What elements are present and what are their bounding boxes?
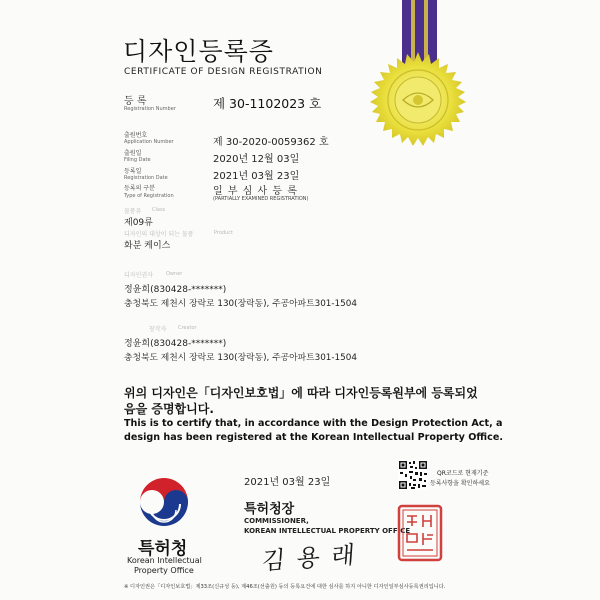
commissioner-title: 특허청장 [244, 502, 295, 517]
registration-type-sublabel: Type of Registration [124, 193, 174, 199]
registration-date-sublabel: Registration Date [124, 175, 168, 181]
application-label: 출원번호 [124, 132, 148, 139]
certificate-title: 디자인등록증 [123, 37, 274, 66]
registration-type-label: 등록의 구분 [124, 185, 155, 192]
qr-note-line2: 등록사항을 확인하세요 [430, 480, 490, 487]
application-number: 제 30-2020-0059362 호 [213, 137, 329, 148]
registration-sublabel: Registration Number [124, 106, 176, 112]
qr-code-icon [398, 460, 428, 490]
registration-number: 제 30-1102023 호 [213, 96, 322, 111]
registration-type: 일 부 심 사 등 록 [213, 186, 298, 197]
registration-label: 등 록 [124, 96, 147, 107]
product-name: 화분 케이스 [124, 241, 171, 251]
owner-address: 충청북도 제천시 장락로 130(장락동), 주공아파트301-1504 [124, 299, 357, 309]
gold-seal-icon [368, 50, 468, 150]
qr-note-line1: QR코드로 현재기준 [437, 470, 489, 477]
footer-note: ※ 디자인권은「디자인보호법」제33조(신규성 등), 제46조(선출원) 등의 등록요건에 대한 심사를 하지 아니한 디자인일부심사등록권리입니다. [124, 584, 446, 590]
design-class: 제09류 [124, 218, 153, 228]
signature: 김 용 래 [260, 540, 358, 576]
kipo-name-ko: 특허청 [138, 539, 188, 559]
official-stamp-icon [397, 504, 443, 562]
creator-sublabel: Creator [178, 325, 197, 331]
creator-name: 정윤희(830428-*******) [124, 339, 227, 349]
kipo-name-en-line2: Property Office [134, 566, 194, 575]
class-label: 물품류 [124, 208, 142, 215]
registration-date-label: 등록일 [124, 168, 142, 175]
owner-sublabel: Owner [166, 271, 183, 277]
owner-name: 정윤희(830428-*******) [124, 285, 227, 295]
class-sublabel: Class [152, 207, 166, 213]
owner-label: 디자인권자 [124, 272, 153, 279]
application-sublabel: Application Number [124, 139, 174, 145]
kipo-name-en-line1: Korean Intellectual [127, 556, 202, 565]
certificate-title-en: CERTIFICATE OF DESIGN REGISTRATION [124, 67, 323, 77]
creator-label: 창작자 [149, 326, 167, 333]
kipo-emblem-icon [136, 474, 192, 530]
issue-date: 2021년 03월 23일 [244, 477, 331, 488]
registration-date: 2021년 03월 23일 [213, 171, 300, 182]
statement-korean: 위의 디자인은「디자인보호법」에 따라 디자인등록원부에 등록되었음을 증명합니다. [124, 386, 478, 416]
product-sublabel: Product [214, 230, 233, 236]
filing-date-sublabel: Filing Date [124, 157, 151, 163]
commissioner-en-line1: COMMISSIONER, [244, 517, 309, 525]
commissioner-en-line2: KOREAN INTELLECTUAL PROPERTY OFFICE [244, 527, 411, 535]
product-label: 디자인의 대상이 되는 물품 [124, 231, 194, 238]
creator-address: 충청북도 제천시 장락로 130(장락동), 주공아파트301-1504 [124, 353, 357, 363]
registration-type-note: (PARTIALLY EXAMINED REGISTRATION) [213, 196, 309, 202]
filing-date: 2020년 12월 03일 [213, 154, 300, 165]
statement-english: This is to certify that, in accordance with the Design Protection Act, a design has been registered at the Korean Intellectual Property Office. [124, 418, 503, 443]
filing-date-label: 출원일 [124, 150, 142, 157]
